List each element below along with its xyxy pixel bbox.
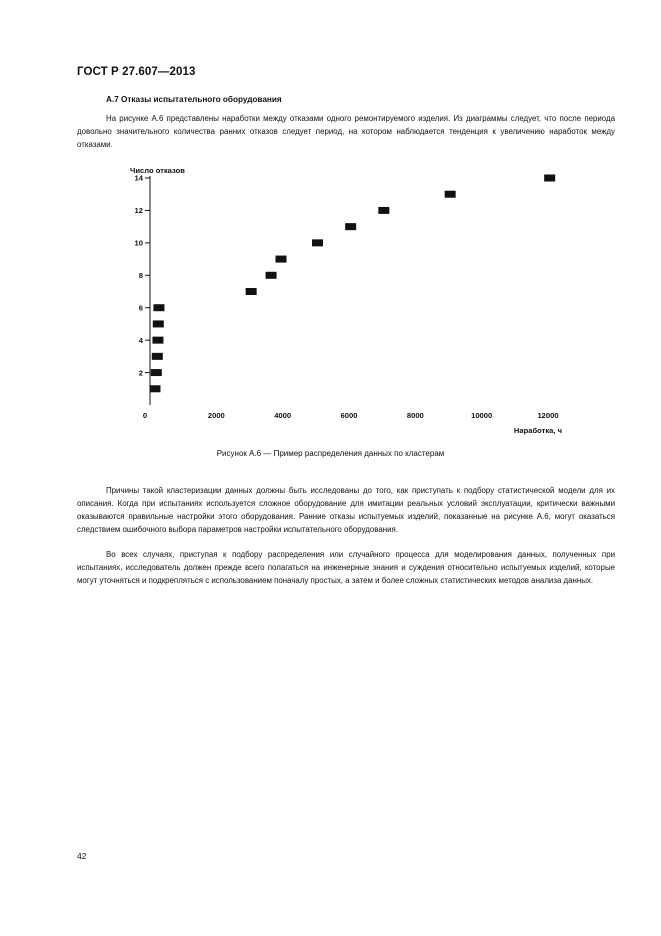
data-point [152, 353, 163, 360]
x-tick-label: 2000 [207, 411, 225, 420]
x-tick-label: 12000 [537, 411, 559, 420]
paragraph-causes: Причины такой кластеризации данных должны быть исследованы до того, как приступать к подбору статистической модели для их описания. Когда при испытаниях используется сложное оборудование для имитации реальных условий эксплуатации, критически важными оказываются правильные настройки этого оборудования. Ранние отказы испытуемых изделий, показанные на рисунке А.6, могут оказаться следствием ошибочного выбора параметров настройки испытательного оборудования. [77, 486, 615, 534]
figure-caption: Рисунок А.6 — Пример распределения данных по кластерам [216, 449, 445, 458]
x-tick-label: 10000 [471, 411, 493, 420]
data-point [153, 304, 164, 311]
data-point [276, 256, 287, 263]
y-tick-label: 4 [138, 335, 143, 345]
axis-labels [130, 166, 562, 435]
document-header: ГОСТ Р 27.607—2013 [77, 66, 196, 78]
x-axis [143, 411, 559, 420]
page-number: 42 [77, 851, 87, 861]
x-tick-label: 6000 [340, 411, 358, 420]
y-tick-label: 14 [134, 173, 143, 183]
data-point [445, 191, 456, 198]
data-point [345, 223, 356, 230]
y-tick-label: 2 [138, 368, 143, 378]
data-point [149, 385, 160, 392]
y-tick-label: 6 [138, 303, 143, 313]
data-point [153, 320, 164, 327]
data-point [152, 337, 163, 344]
y-tick-label: 12 [134, 206, 143, 216]
data-point [312, 239, 323, 246]
section-heading: А.7 Отказы испытательного оборудования [106, 95, 282, 104]
data-point [544, 175, 555, 182]
paragraph-intro: На рисунке А.6 представлены наработки между отказами одного ремонтируемого изделия. Из диаграммы следует, что после периода довольно значительного количества ранних отказов следует период, на котором наблюдается тенденция к увеличению наработок между отказами. [77, 114, 615, 149]
paragraph-conclusion: Во всех случаях, приступая к подбору распределения или случайного процесса для моделирования данных, полученных при испытаниях, исследователь должен прежде всего полагаться на инженерные знания и суждения относительно испытуемых изделий, которые могут уточняться и подкрепляться с использованием поначалу простых, а затем и более сложных статистических методов анализа данных. [77, 550, 615, 585]
x-axis-label: Наработка, ч [513, 426, 562, 435]
data-point [266, 272, 277, 279]
y-axis-label: Число отказов [130, 166, 185, 175]
data-point [378, 207, 389, 214]
x-tick-label: 4000 [274, 411, 292, 420]
y-tick-label: 10 [134, 238, 143, 248]
data-point [151, 369, 162, 376]
x-tick-label: 0 [142, 411, 148, 420]
data-points [149, 175, 555, 393]
y-axis [135, 174, 150, 405]
x-tick-label: 8000 [406, 411, 424, 420]
data-point [246, 288, 257, 295]
y-tick-label: 8 [138, 270, 143, 280]
